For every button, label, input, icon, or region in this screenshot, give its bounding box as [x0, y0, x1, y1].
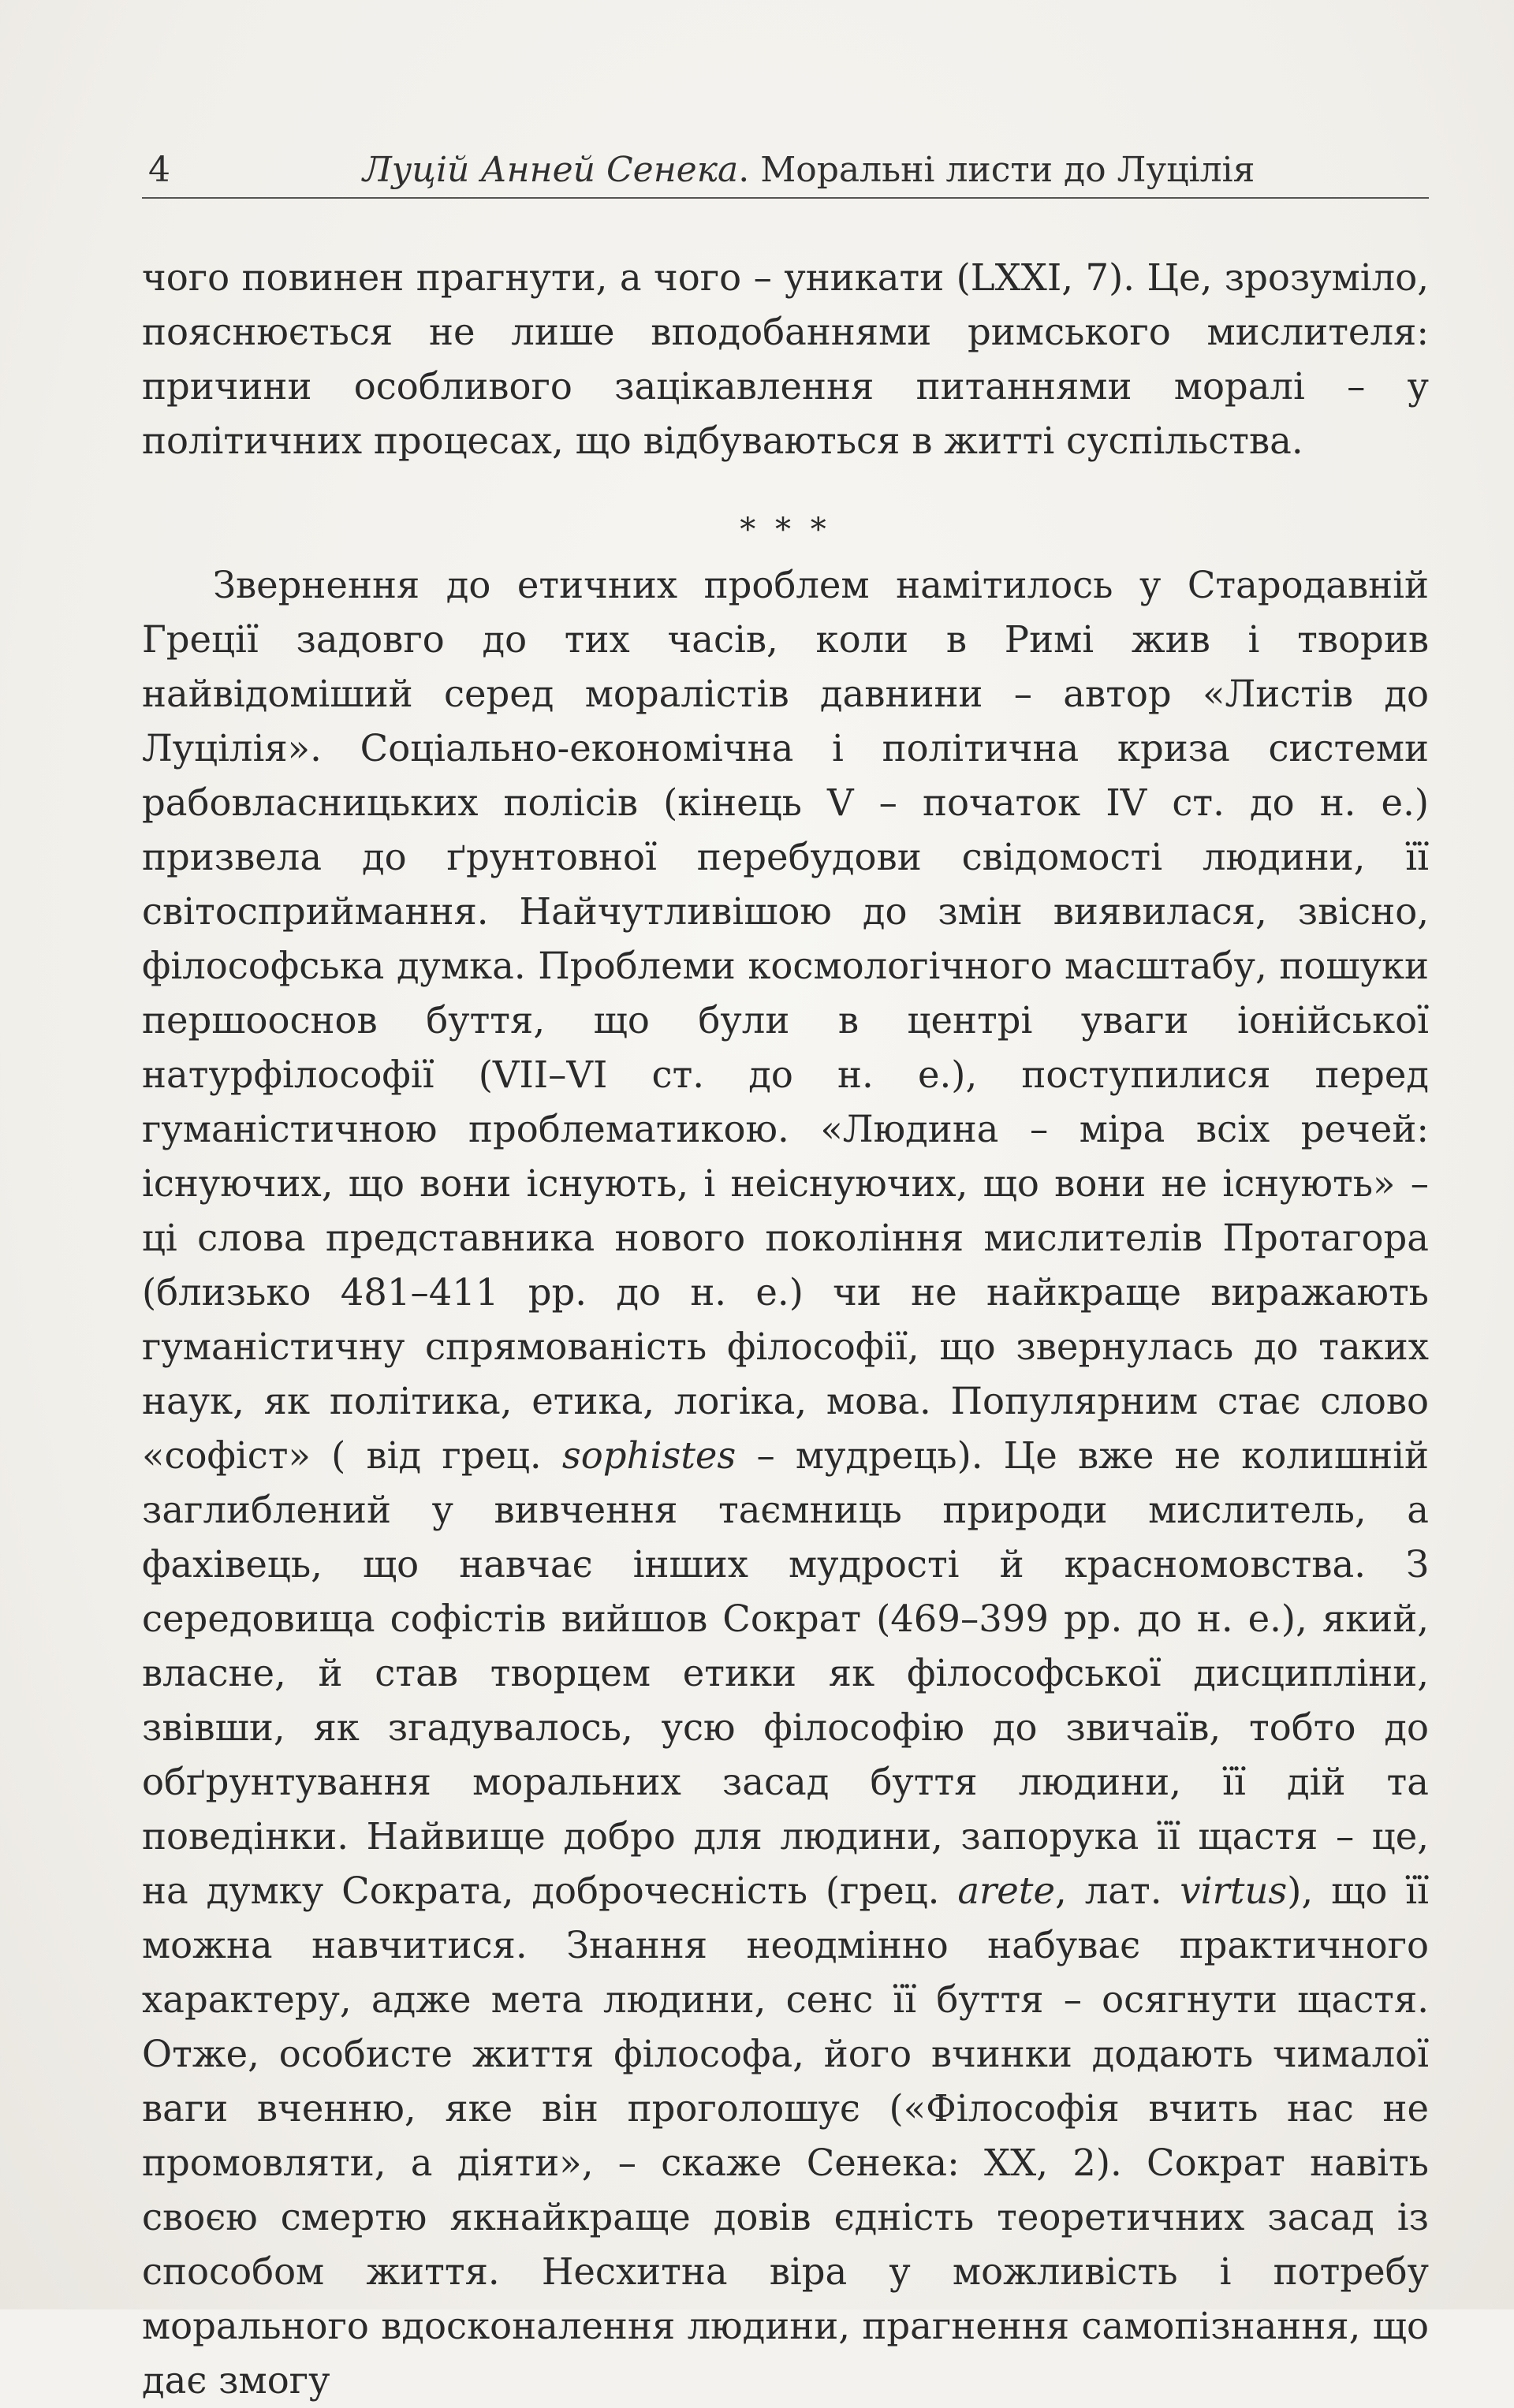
term-virtus: virtus: [1180, 1869, 1288, 1912]
paragraph-text: – мудрець). Це вже не колишній заглиблений у вивчення таємниць природи мислитель, а фахівець, що навчає інших мудрості й красномовства. З середовища софістів вийшов Сократ (469–399 рр. до н. е.), який, власне, й став творцем етики як філософської дисципліни, звівши, як згадувалось, усю філософію до звичаїв, тобто до обґрунтування моральних засад буття людини, її дій та поведінки. Найвище добро для людини, запорука її щастя – це, на думку Сократа, доброчесність (грец.: [142, 1434, 1429, 1912]
author-name: Луцій Анней Сенека: [363, 150, 739, 190]
term-sophistes: sophistes: [561, 1434, 736, 1477]
running-title: [363, 150, 1255, 191]
body-text: [142, 251, 1429, 2408]
paragraph-continuation: чого повинен прагнути, а чого – уникати (LXXI, 7). Це, зрозуміло, пояснюється не лише вподобаннями римського мислителя: причини особливого зацікавлення питаннями моралі – у політичних процесах, що відбуваються в житті суспільства.: [142, 256, 1429, 462]
page-number: 4: [148, 150, 170, 190]
book-title: Моральні листи до Луцілія: [760, 150, 1255, 190]
section-separator: * * *: [740, 512, 831, 548]
running-header: [142, 144, 1429, 199]
paragraph-ethics: [142, 558, 1429, 2408]
term-arete: arete: [957, 1869, 1056, 1912]
paragraph-text: Звернення до етичних проблем намітилось у Стародавній Греції задовго до тих часів, коли в Римі жив і творив найвідоміший серед моралістів давнини – автор «Листів до Луцілія». Соціально-економічна і політична криза системи рабовласницьких полісів (кінець V – початок IV ст. до н. е.) призвела до ґрунтовної перебудови свідомості людини, її світосприймання. Найчутливішою до змін виявилася, звісно, філософська думка. Проблеми космологічного масштабу, пошуки першооснов буття, що були в центрі уваги іонійської натурфілософії (VII–VI ст. до н. е.), поступилися перед гуманістичною проблематикою. «Людина – міра всіх речей: існуючих, що вони існують, і неіснуючих, що вони не існують» – ці слова представника нового покоління мислителів Протагора (близько 481–411 рр. до н. е.) чи не найкраще виражають гуманістичну спрямованість філософії, що звернулась до таких наук, як політика, етика, логіка, мова. Популярним стає слово «софіст» ( від грец.: [142, 564, 1429, 1477]
paragraph-text: ), що її можна навчитися. Знання неодмінно набуває практичного характеру, адже мета людини, сенс її буття – осягнути щастя. Отже, особисте життя філософа, його вчинки додають чималої ваги вченню, яке він проголошує («Філософія вчить нас не промовляти, а діяти», – скаже Сенека: XX, 2). Сократ навіть своєю смертю якнайкраще довів єдність теоретичних засад із способом життя. Несхитна віра у можливість і потребу морального вдосконалення людини, прагнення самопізнання, що дає змогу: [142, 1869, 1429, 2402]
title-separator: .: [738, 150, 761, 190]
paragraph-text: , лат.: [1055, 1869, 1180, 1912]
